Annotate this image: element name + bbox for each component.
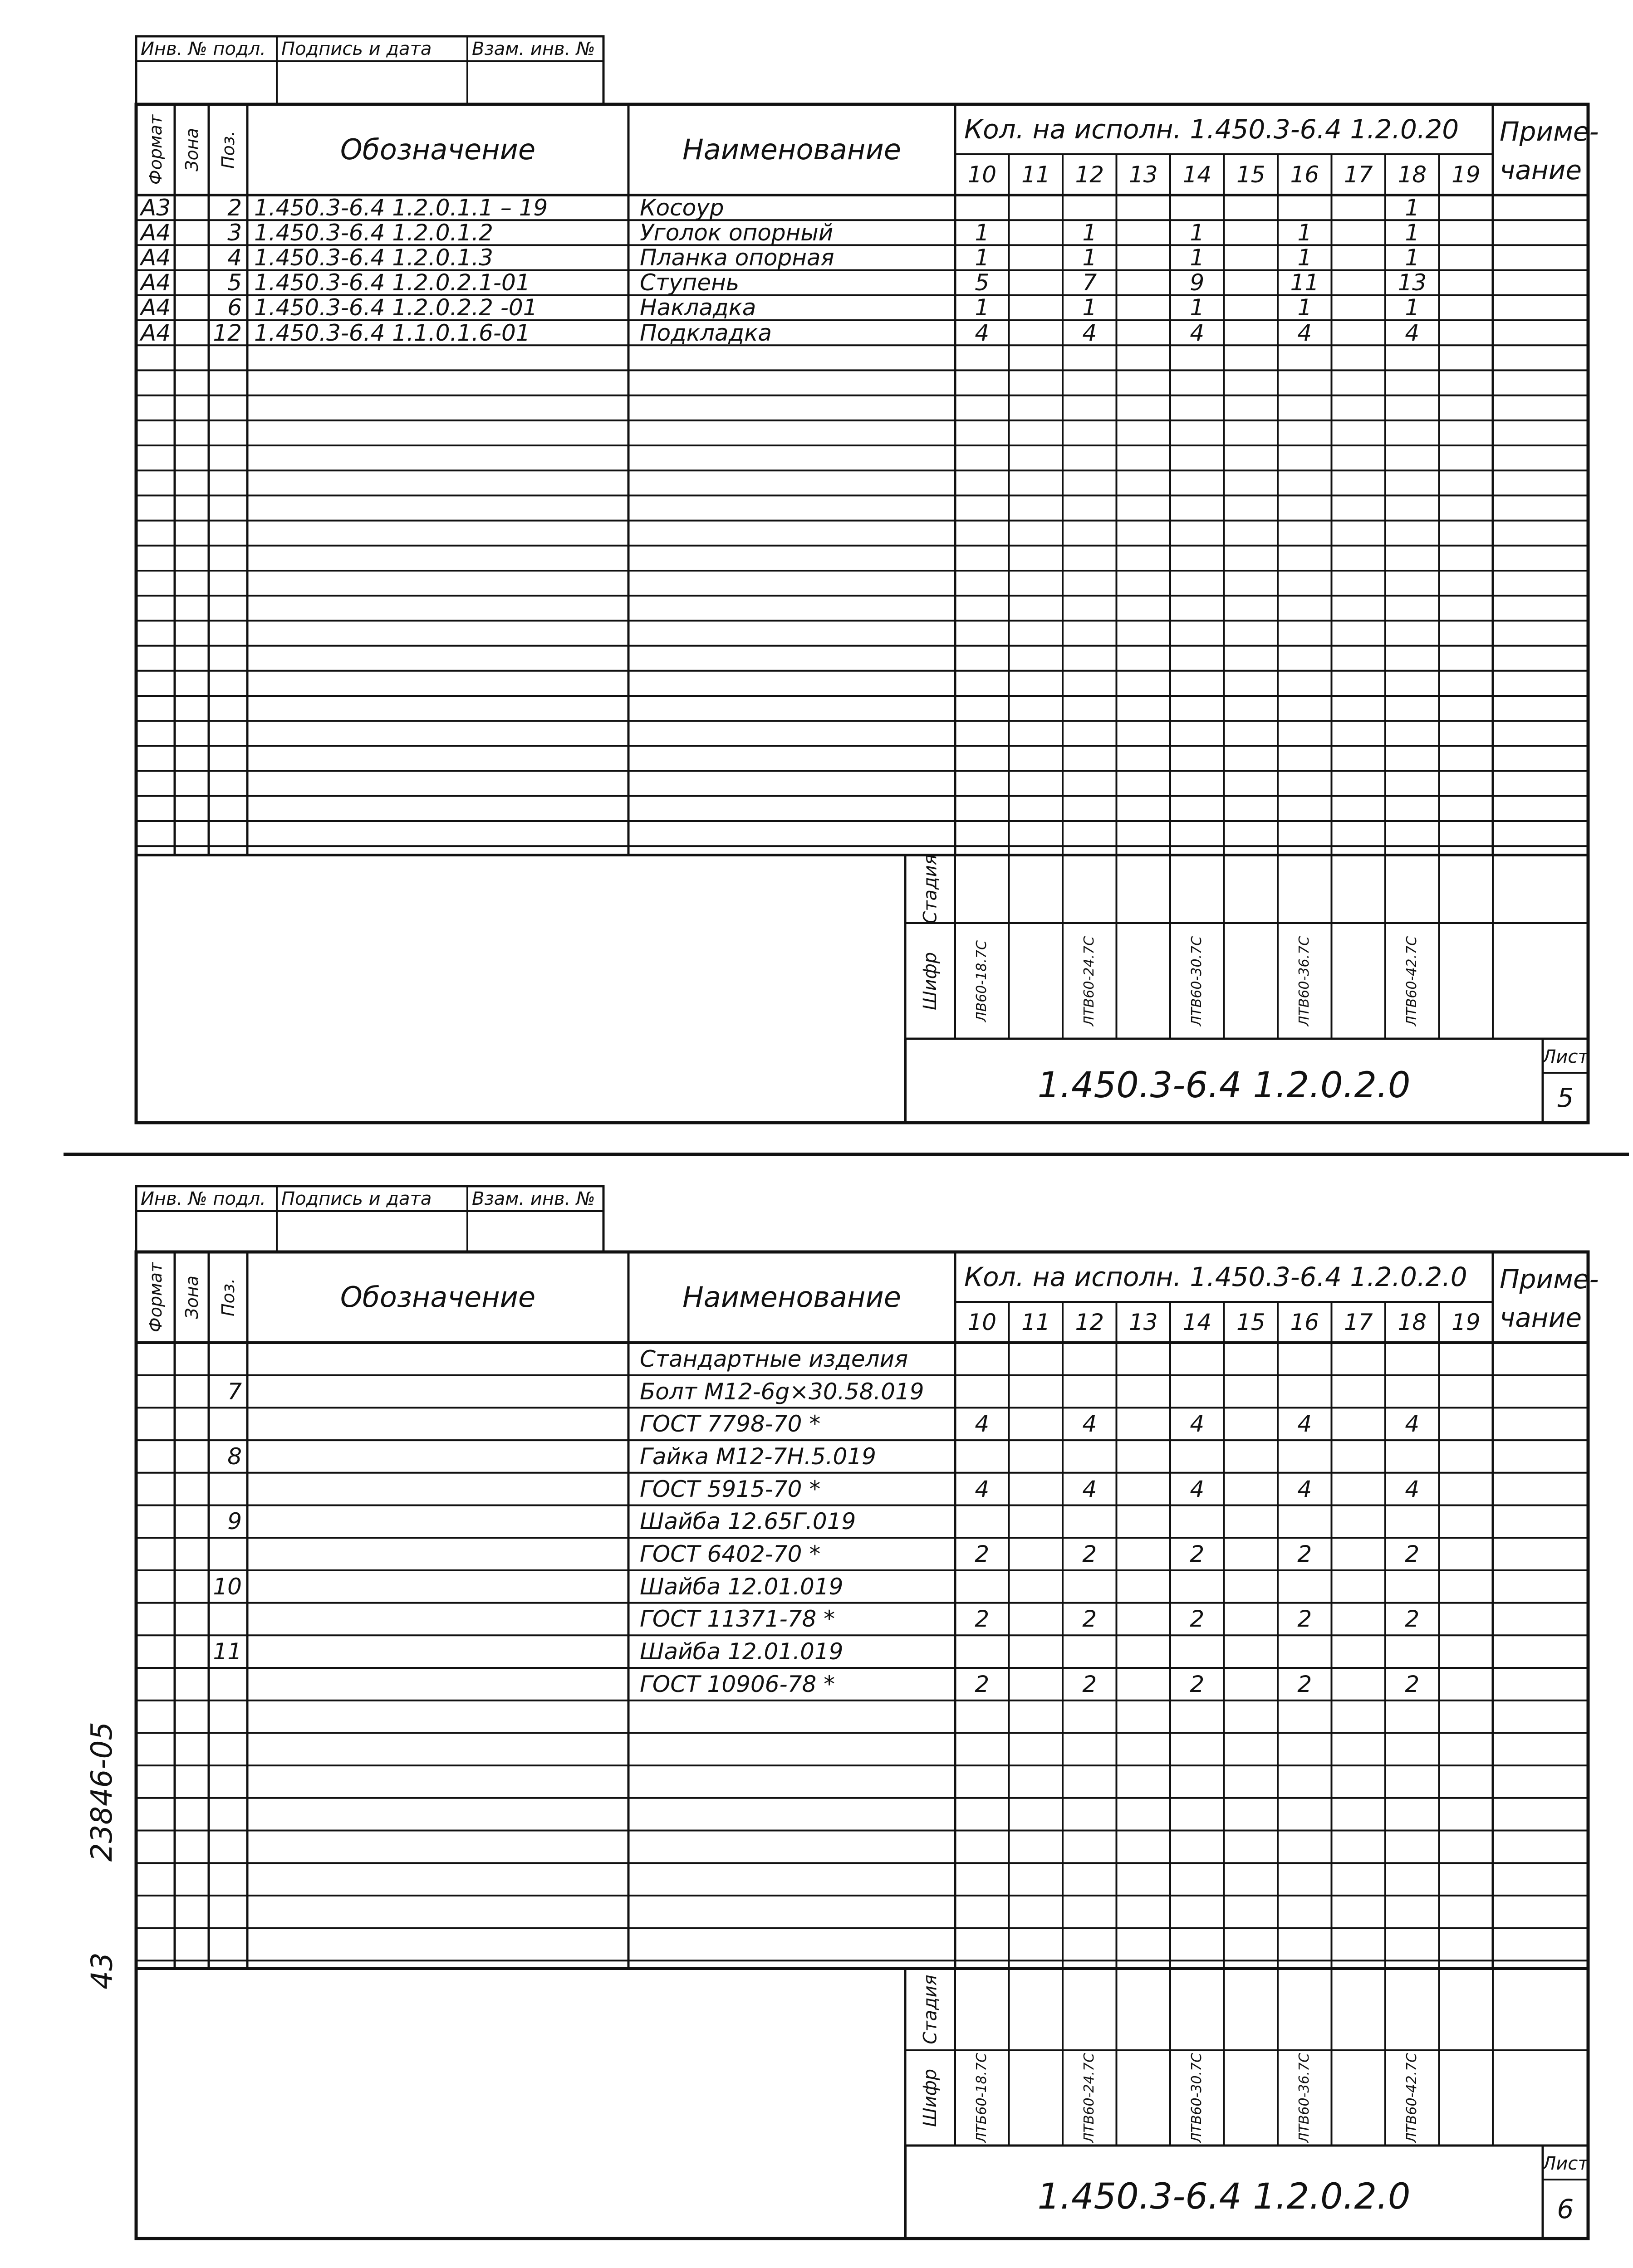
stamp-inventory-label: Инв. № подл. bbox=[141, 39, 266, 59]
stage-label: Стадия bbox=[920, 854, 941, 924]
header-note-line2: чание bbox=[1500, 1302, 1582, 1333]
stamp-replacement-label: Взам. инв. № bbox=[472, 39, 595, 59]
row-quantity: 2 bbox=[1297, 1606, 1312, 1633]
row-quantity: 4 bbox=[1190, 319, 1205, 346]
row-designation: 1.450.3-6.4 1.2.0.2.2 -01 bbox=[254, 294, 538, 321]
row-name: ГОСТ 10906-78 * bbox=[640, 1671, 835, 1697]
row-position: 12 bbox=[213, 319, 242, 346]
cipher-code: ЛТВ60-24.7С bbox=[1081, 936, 1098, 1026]
header-variant-14: 14 bbox=[1182, 1309, 1212, 1335]
row-quantity: 5 bbox=[975, 269, 990, 296]
header-name: Наименование bbox=[682, 1281, 901, 1314]
row-quantity: 2 bbox=[1297, 1671, 1312, 1697]
row-position: 10 bbox=[213, 1573, 242, 1600]
header-variant-19: 19 bbox=[1451, 161, 1481, 188]
row-quantity: 1 bbox=[1405, 294, 1420, 321]
row-quantity: 2 bbox=[1297, 1541, 1312, 1568]
header-variant-12: 12 bbox=[1075, 1309, 1104, 1335]
header-variant-17: 17 bbox=[1344, 1309, 1373, 1335]
row-quantity: 1 bbox=[1082, 244, 1097, 271]
row-quantity: 1 bbox=[1405, 244, 1420, 271]
row-name: Подкладка bbox=[640, 319, 772, 346]
row-format: А4 bbox=[141, 269, 171, 296]
row-position: 11 bbox=[213, 1638, 242, 1665]
cipher-code: ЛТВ60-42.7С bbox=[1404, 936, 1420, 1026]
row-quantity: 1 bbox=[1190, 244, 1205, 271]
header-designation: Обозначение bbox=[340, 1281, 536, 1314]
row-quantity: 11 bbox=[1290, 269, 1319, 296]
row-quantity: 4 bbox=[1297, 319, 1312, 346]
row-quantity: 4 bbox=[1405, 1411, 1420, 1437]
row-quantity: 2 bbox=[1082, 1606, 1097, 1633]
row-name: Косоур bbox=[640, 194, 724, 221]
sheet-number: 6 bbox=[1557, 2194, 1574, 2224]
row-format: А4 bbox=[141, 244, 171, 271]
row-quantity: 2 bbox=[1405, 1541, 1420, 1568]
header-variant-18: 18 bbox=[1398, 161, 1427, 188]
document-number: 1.450.3-6.4 1.2.0.2.0 bbox=[1037, 2176, 1411, 2217]
row-name: Планка опорная bbox=[640, 244, 834, 271]
row-quantity: 4 bbox=[1297, 1411, 1312, 1437]
row-quantity: 1 bbox=[1405, 219, 1420, 246]
row-designation: 1.450.3-6.4 1.2.0.1.3 bbox=[254, 244, 493, 271]
stamp-replacement-label: Взам. инв. № bbox=[472, 1188, 595, 1209]
header-quantity: Кол. на исполн. 1.450.3-6.4 1.2.0.20 bbox=[964, 114, 1459, 145]
header-note-line1: Приме- bbox=[1500, 116, 1599, 147]
row-quantity: 2 bbox=[1405, 1606, 1420, 1633]
header-note-line2: чание bbox=[1500, 155, 1582, 186]
header-variant-13: 13 bbox=[1128, 161, 1158, 188]
header-position: Поз. bbox=[218, 130, 238, 169]
row-quantity: 2 bbox=[1082, 1541, 1097, 1568]
row-quantity: 1 bbox=[1297, 244, 1312, 271]
stage-label: Стадия bbox=[920, 1975, 941, 2044]
row-format: А4 bbox=[141, 294, 171, 321]
row-name: Шайба 12.65Г.019 bbox=[640, 1508, 856, 1535]
row-quantity: 2 bbox=[1190, 1541, 1205, 1568]
row-quantity: 4 bbox=[1190, 1476, 1205, 1502]
row-position: 9 bbox=[227, 1508, 242, 1535]
header-format: Формат bbox=[145, 1262, 166, 1333]
row-quantity: 1 bbox=[975, 294, 990, 321]
row-position: 4 bbox=[227, 244, 242, 271]
row-quantity: 1 bbox=[1405, 194, 1420, 221]
cipher-label: Шифр bbox=[920, 952, 941, 1010]
row-quantity: 2 bbox=[975, 1671, 990, 1697]
row-name: ГОСТ 6402-70 * bbox=[640, 1541, 821, 1568]
row-designation: 1.450.3-6.4 1.2.0.1.2 bbox=[254, 219, 493, 246]
row-quantity: 4 bbox=[1405, 1476, 1420, 1502]
cipher-code: ЛТВ60-36.7С bbox=[1296, 936, 1313, 1026]
row-name: Стандартные изделия bbox=[640, 1345, 908, 1372]
row-quantity: 2 bbox=[1082, 1671, 1097, 1697]
margin-page-number: 43 bbox=[85, 1952, 119, 1989]
row-name: Накладка bbox=[640, 294, 756, 321]
cipher-code: ЛТБ60-18.7С bbox=[974, 2053, 990, 2143]
row-name: Шайба 12.01.019 bbox=[640, 1573, 843, 1600]
header-variant-17: 17 bbox=[1344, 161, 1373, 188]
row-position: 7 bbox=[227, 1378, 242, 1405]
row-quantity: 4 bbox=[1082, 319, 1097, 346]
row-quantity: 4 bbox=[975, 1476, 990, 1502]
row-quantity: 4 bbox=[1297, 1476, 1312, 1502]
sheet-label: Лист bbox=[1542, 1046, 1589, 1067]
cipher-code: ЛТВ60-36.7С bbox=[1296, 2053, 1313, 2143]
header-quantity: Кол. на исполн. 1.450.3-6.4 1.2.0.2.0 bbox=[964, 1261, 1467, 1292]
row-name: ГОСТ 5915-70 * bbox=[640, 1476, 821, 1502]
header-variant-10: 10 bbox=[967, 161, 997, 188]
stamp-inventory-label: Инв. № подл. bbox=[141, 1188, 266, 1209]
row-quantity: 4 bbox=[1405, 319, 1420, 346]
row-quantity: 1 bbox=[1082, 294, 1097, 321]
row-designation: 1.450.3-6.4 1.1.0.1.6-01 bbox=[254, 319, 530, 346]
row-quantity: 1 bbox=[1190, 294, 1205, 321]
row-quantity: 2 bbox=[1190, 1606, 1205, 1633]
header-variant-11: 11 bbox=[1021, 1309, 1050, 1335]
row-quantity: 2 bbox=[975, 1606, 990, 1633]
row-name: Шайба 12.01.019 bbox=[640, 1638, 843, 1665]
header-format: Формат bbox=[145, 114, 166, 185]
cipher-code: ЛВ60-18.7С bbox=[974, 940, 990, 1022]
row-position: 5 bbox=[227, 269, 242, 296]
row-quantity: 1 bbox=[1082, 219, 1097, 246]
row-position: 8 bbox=[227, 1443, 242, 1470]
row-quantity: 1 bbox=[1297, 294, 1312, 321]
row-quantity: 4 bbox=[975, 1411, 990, 1437]
stamp-signature-label: Подпись и дата bbox=[281, 39, 432, 59]
row-format: А3 bbox=[141, 194, 171, 221]
sheet-number: 5 bbox=[1557, 1082, 1574, 1113]
cipher-code: ЛТВ60-30.7С bbox=[1189, 936, 1205, 1026]
row-quantity: 2 bbox=[975, 1541, 990, 1568]
header-variant-10: 10 bbox=[967, 1309, 997, 1335]
row-quantity: 1 bbox=[975, 219, 990, 246]
row-format: А4 bbox=[141, 319, 171, 346]
header-name: Наименование bbox=[682, 133, 901, 166]
row-quantity: 2 bbox=[1190, 1671, 1205, 1697]
cipher-code: ЛТВ60-30.7С bbox=[1189, 2053, 1205, 2143]
row-quantity: 13 bbox=[1398, 269, 1427, 296]
header-variant-14: 14 bbox=[1182, 161, 1212, 188]
header-designation: Обозначение bbox=[340, 133, 536, 166]
header-variant-18: 18 bbox=[1398, 1309, 1427, 1335]
header-variant-11: 11 bbox=[1021, 161, 1050, 188]
header-note-line1: Приме- bbox=[1500, 1264, 1599, 1295]
cipher-code: ЛТВ60-42.7С bbox=[1404, 2053, 1420, 2143]
row-quantity: 4 bbox=[1082, 1476, 1097, 1502]
row-designation: 1.450.3-6.4 1.2.0.2.1-01 bbox=[254, 269, 530, 296]
row-name: Болт М12-6g×30.58.019 bbox=[640, 1378, 924, 1405]
row-quantity: 1 bbox=[1297, 219, 1312, 246]
cipher-code: ЛТВ60-24.7С bbox=[1081, 2053, 1098, 2143]
row-quantity: 1 bbox=[1190, 219, 1205, 246]
margin-archive-code: 23846-05 bbox=[85, 1721, 119, 1862]
header-variant-19: 19 bbox=[1451, 1309, 1481, 1335]
row-quantity: 4 bbox=[975, 319, 990, 346]
row-designation: 1.450.3-6.4 1.2.0.1.1 – 19 bbox=[254, 194, 548, 221]
row-format: А4 bbox=[141, 219, 171, 246]
header-variant-15: 15 bbox=[1236, 1309, 1265, 1335]
cipher-label: Шифр bbox=[920, 2068, 941, 2127]
header-zone: Зона bbox=[181, 128, 202, 171]
header-variant-15: 15 bbox=[1236, 161, 1265, 188]
row-position: 2 bbox=[227, 194, 242, 221]
document-number: 1.450.3-6.4 1.2.0.2.0 bbox=[1037, 1065, 1411, 1106]
row-name: ГОСТ 7798-70 * bbox=[640, 1411, 821, 1437]
row-position: 3 bbox=[227, 219, 242, 246]
row-name: Ступень bbox=[640, 269, 740, 296]
header-variant-16: 16 bbox=[1290, 1309, 1319, 1335]
row-name: Уголок опорный bbox=[640, 219, 834, 246]
row-name: Гайка М12-7Н.5.019 bbox=[640, 1443, 876, 1470]
sheet-label: Лист bbox=[1542, 2153, 1589, 2174]
row-quantity: 2 bbox=[1405, 1671, 1420, 1697]
header-zone: Зона bbox=[181, 1276, 202, 1319]
row-position: 6 bbox=[227, 294, 242, 321]
stamp-signature-label: Подпись и дата bbox=[281, 1188, 432, 1209]
row-quantity: 4 bbox=[1190, 1411, 1205, 1437]
header-variant-12: 12 bbox=[1075, 161, 1104, 188]
header-position: Поз. bbox=[218, 1278, 238, 1317]
header-variant-13: 13 bbox=[1128, 1309, 1158, 1335]
row-quantity: 4 bbox=[1082, 1411, 1097, 1437]
row-quantity: 7 bbox=[1082, 269, 1097, 296]
row-quantity: 1 bbox=[975, 244, 990, 271]
header-variant-16: 16 bbox=[1290, 161, 1319, 188]
row-quantity: 9 bbox=[1190, 269, 1205, 296]
row-name: ГОСТ 11371-78 * bbox=[640, 1606, 835, 1633]
